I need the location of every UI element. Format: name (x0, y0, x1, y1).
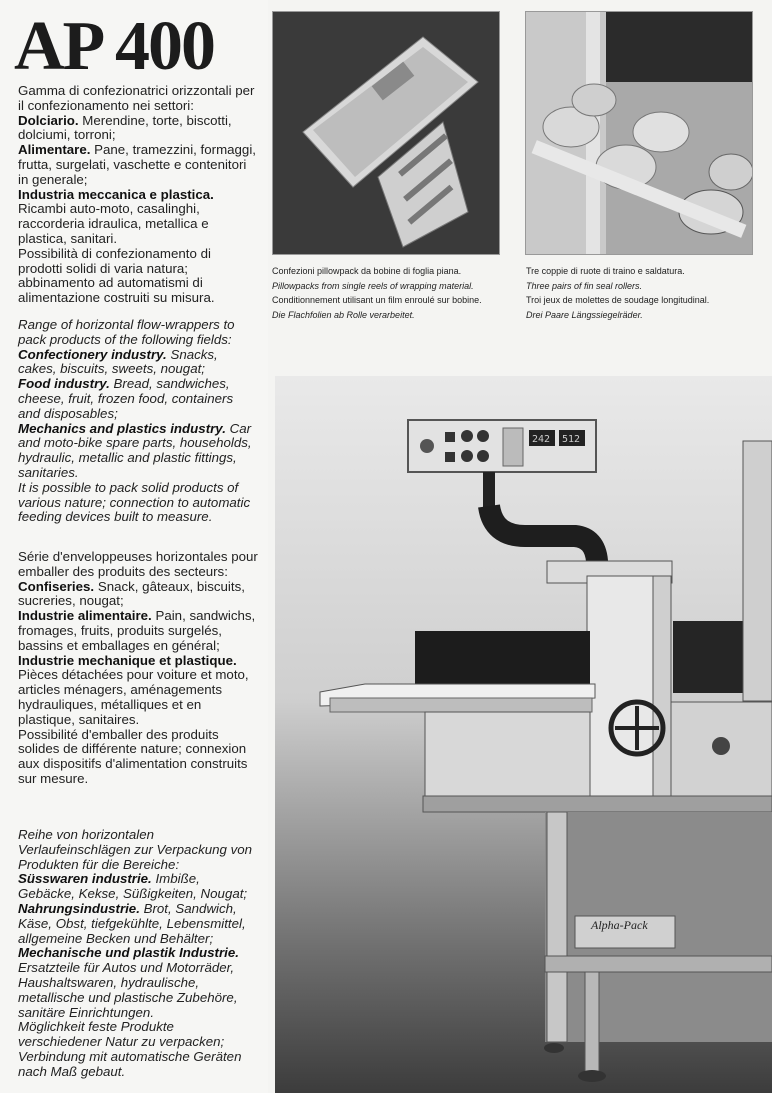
en-sector-2-heading: Food industry. (18, 376, 110, 392)
en-sector-2-text: Bread, sandwiches, cheese, fruit, frozen food, containers and disposables; (18, 376, 234, 421)
fr-sector-1-text: Snack, gâteaux, biscuits, sucreries, nougat; (18, 578, 245, 609)
it-sector-2-heading: Alimentare. (18, 142, 91, 158)
en-sector-1-heading: Confectionery industry. (18, 346, 167, 362)
seal-rollers-caption (526, 264, 766, 322)
display-left: 242 (532, 434, 551, 445)
en-sector-1-text: Snacks, cakes, biscuits, sweets, nougat; (18, 346, 218, 377)
it-sector-1-heading: Dolciario. (18, 112, 79, 128)
caption1-en: Pillowpacks from single reels of wrapping material. (272, 280, 474, 291)
pillowpack-photo (272, 11, 500, 255)
caption2-en: Three pairs of fin seal rollers. (526, 280, 643, 291)
de-sector-3-heading: Mechanische und plastik Industrie. (18, 945, 239, 961)
fr-closing: Possibilité d'emballer des produits solides de différente nature; connexion aux dispositifs d'alimentation construits sur mesure. (18, 726, 248, 786)
caption2-fr: Troi jeux de molettes de soudage longitudinal. (526, 295, 710, 305)
en-sector-3-heading: Mechanics and plastics industry. (18, 420, 226, 436)
it-sector-3-heading: Industria meccanica e plastica. (18, 186, 214, 202)
de-sector-2-heading: Nahrungsindustrie. (18, 900, 140, 916)
it-sector-3-text: Ricambi auto-moto, casalinghi, raccorderia idraulica, metallica e plastica, sanitari. (18, 201, 209, 246)
fr-sector-3-heading: Industrie mechanique et plastique. (18, 652, 237, 668)
de-sector-2-text: Brot, Sandwich, Käse, Obst, tiefgekühlte, Lebensmittel, allgemeine Becken und Behälter; (18, 900, 246, 946)
en-closing: It is possible to pack solid products of various nature; connection to automatic feeding devices built to measure. (18, 479, 251, 525)
product-title: AP 400 (14, 8, 214, 85)
seal-rollers-illustration (526, 12, 752, 254)
pillowpack-illustration (273, 12, 499, 254)
de-sector-1-text: Imbiße, Gebäcke, Kekse, Süßigkeiten, Nougat; (18, 871, 248, 902)
fr-sector-1-heading: Confiseries. (18, 578, 95, 594)
it-intro: Gamma di confezionatrici orizzontali per il confezionamento nei settori: (18, 83, 255, 113)
caption1-it: Confezioni pillowpack da bobine di foglia piana. (272, 266, 462, 276)
brand-plate: Alpha-Pack (591, 918, 648, 932)
it-sector-2-text: Pane, tramezzini, formaggi, frutta, surgelati, vaschette e contenitori in generale; (18, 142, 256, 187)
caption1-de: Die Flachfolien ab Rolle verarbeitet. (272, 309, 415, 320)
en-intro: Range of horizontal flow-wrappers to pack products of the following fields: (18, 317, 235, 347)
text-column (0, 0, 268, 1093)
en-sector-3-text: Car and moto-bike spare parts, households, hydraulic, metallic and plastic fittings, sanitaries. (18, 420, 252, 480)
french-description (18, 550, 258, 787)
de-closing: Möglichkeit feste Produkte verschiedener Natur zu verpacken; Verbindung mit automatische Geräten nach Maß gebaut. (18, 1019, 242, 1079)
fr-sector-2-text: Pain, sandwichs, fromages, fruits, produits surgelés, bassins et emballages en général; (18, 608, 256, 653)
caption2-it: Tre coppie di ruote di traino e saldatura. (526, 266, 685, 276)
de-intro: Reihe von horizontalen Verlaufeinschlägen zur Verpackung von Produkten für die Bereiche: (18, 827, 253, 872)
seal-rollers-photo (525, 11, 753, 255)
it-sector-1-text: Merendine, torte, biscotti, dolciumi, torroni; (18, 112, 232, 143)
it-closing: Possibilità di confezionamento di prodotti solidi di varia natura; abbinamento ad automatismi di alimentazione costruiti su misura. (18, 245, 215, 306)
italian-description (18, 84, 258, 306)
pillowpack-caption (272, 264, 512, 322)
english-description (18, 318, 258, 525)
fr-intro: Série d'enveloppeuses horizontales pour emballer des produits des secteurs: (18, 549, 258, 579)
de-sector-3-text: Ersatzteile für Autos und Motorräder, Haushaltswaren, hydraulische, metallische und plastische Zubehöre, sanitäre Einrichtungen. (18, 960, 238, 1020)
fr-sector-2-heading: Industrie alimentaire. (18, 608, 152, 624)
fr-sector-3-text: Pièces détachées pour voiture et moto, articles ménagers, aménagements hydrauliques, métalliques et en plastique, sanitaires. (18, 667, 249, 727)
german-description (18, 828, 258, 1080)
caption1-fr: Conditionnement utilisant un film enroulé sur bobine. (272, 295, 482, 305)
display-right: 512 (562, 434, 581, 445)
caption2-de: Drei Paare Längssiegelräder. (526, 309, 643, 320)
de-sector-1-heading: Süsswaren industrie. (18, 871, 152, 887)
machine-photo (275, 376, 772, 1093)
machine-illustration (275, 376, 772, 1093)
